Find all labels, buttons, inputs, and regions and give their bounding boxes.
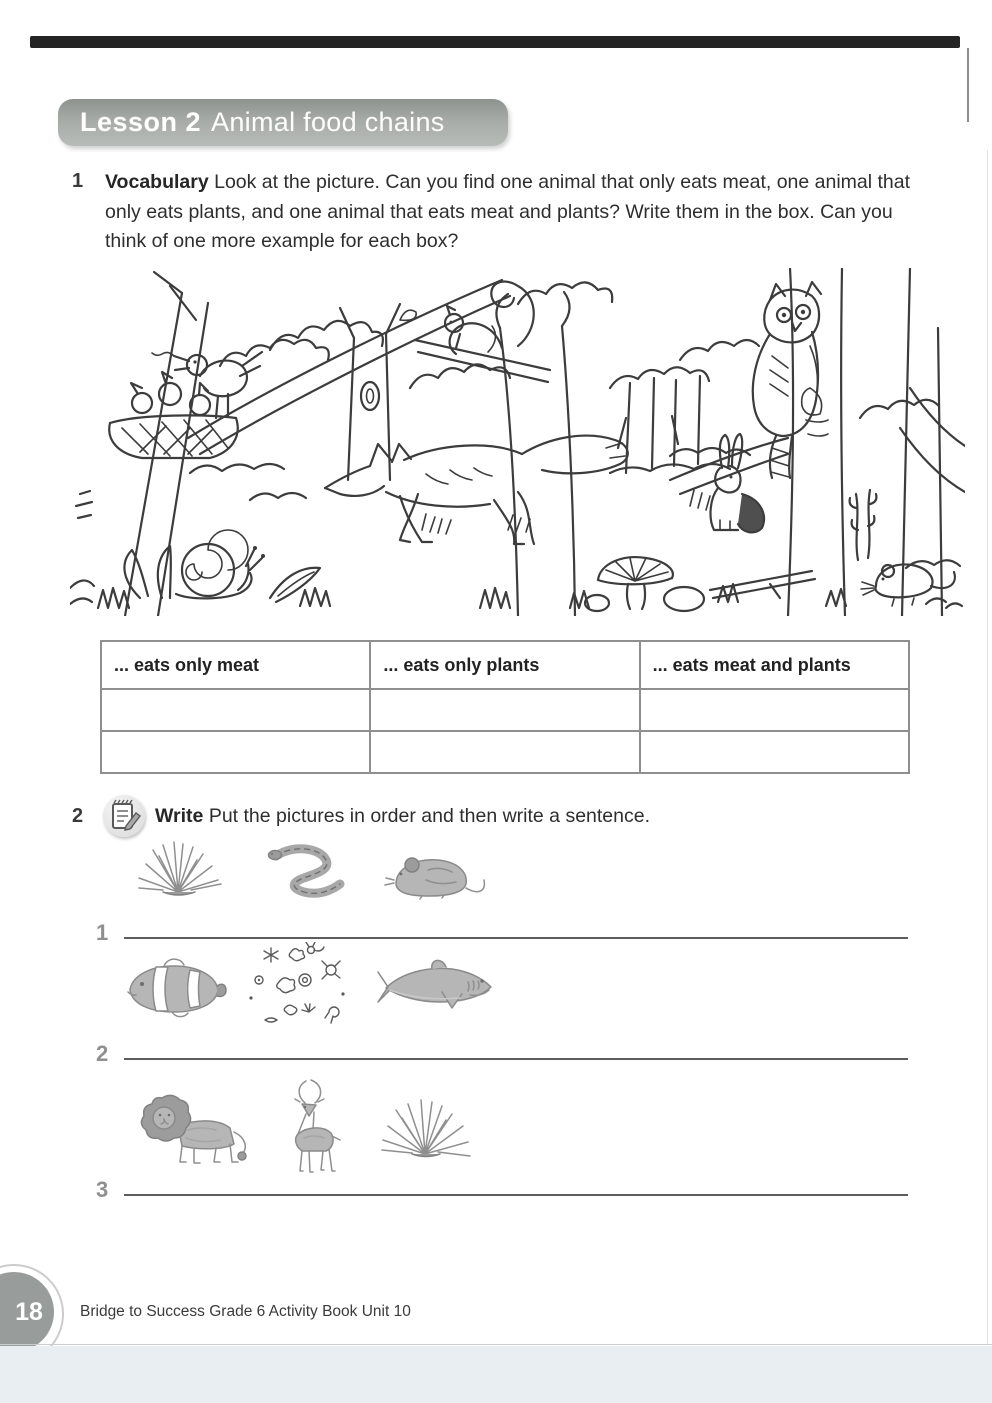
exercise2-number: 2: [72, 805, 84, 827]
vocabulary-table: [100, 640, 910, 774]
picture-grass-1: [133, 838, 223, 905]
lesson-title: Animal food chains: [211, 107, 445, 137]
snail: [124, 530, 320, 602]
answer-line-1-rule: [124, 937, 908, 939]
table-row: [101, 689, 909, 731]
picture-snake: [262, 842, 354, 905]
mushrooms: [585, 557, 704, 611]
exercise1-instructions: [105, 168, 938, 257]
background-trees: [610, 376, 730, 473]
scan-artifact-edge-line: [987, 150, 988, 1345]
forest-scene-svg: [70, 268, 965, 616]
answer-line-3: [96, 1169, 908, 1201]
table-row: [101, 731, 909, 773]
table-header-plants: ... eats only plants: [370, 641, 639, 689]
foliage: [190, 282, 960, 568]
scan-artifact-right-tick: [967, 48, 969, 122]
answer-line-2-rule: [124, 1058, 908, 1060]
exercise2-instruction-text: Put the pictures in order and then write a sentence.: [208, 804, 651, 827]
exercise1-number: 1: [72, 170, 84, 192]
picture-mouse: [382, 848, 487, 905]
picture-plankton: [243, 942, 355, 1035]
mother-bird: [152, 352, 262, 418]
picture-grass-2: [378, 1096, 473, 1167]
exercise1-instruction-text: Look at the picture. Can you find one animal that only eats meat, one animal that only eats plants, and one animal that eats meat and plants? Write them in the box. Can you think of one more example for each box?: [105, 171, 911, 253]
fox: [325, 436, 628, 544]
picture-clownfish: [120, 952, 232, 1029]
book-title: Bridge to Success Grade 6 Activity Book Unit 10: [80, 1303, 411, 1320]
owl: [753, 282, 821, 478]
footer-divider: [0, 1344, 992, 1345]
answer-line-1: [96, 912, 908, 944]
scan-artifact-top-bar: [30, 36, 960, 48]
answer-cell: [370, 731, 639, 773]
answer-line-2-number: 2: [96, 1041, 109, 1066]
answer-cell: [101, 689, 370, 731]
exercise2-type-label: Write: [155, 804, 204, 827]
bird-nest: [109, 372, 237, 458]
answer-cell: [370, 689, 639, 731]
table-header-row: [101, 641, 909, 689]
answer-line-2: [96, 1033, 908, 1065]
write-icon: [103, 795, 145, 837]
answer-line-3-number: 3: [96, 1177, 109, 1202]
picture-lion: [128, 1088, 253, 1171]
answer-cell: [101, 731, 370, 773]
answer-line-1-number: 1: [96, 920, 109, 945]
exercise1-type-label: Vocabulary: [105, 171, 209, 193]
answer-cell: [640, 731, 909, 773]
answer-line-3-rule: [124, 1194, 908, 1196]
answer-cell: [640, 689, 909, 731]
lesson-label: Lesson 2: [80, 107, 202, 137]
picture-shark: [376, 956, 496, 1021]
table-header-meat: ... eats only meat: [101, 641, 370, 689]
page-number: 18: [15, 1297, 43, 1326]
forest-illustration: [70, 268, 965, 616]
page-bottom-band: [0, 1346, 992, 1403]
table-header-meat-and-plants: ... eats meat and plants: [640, 641, 909, 689]
squirrel: [415, 282, 550, 382]
lesson-header: [58, 99, 508, 146]
exercise2-header: [103, 795, 650, 837]
picture-gazelle: [268, 1078, 350, 1181]
tree-center: [496, 292, 575, 616]
